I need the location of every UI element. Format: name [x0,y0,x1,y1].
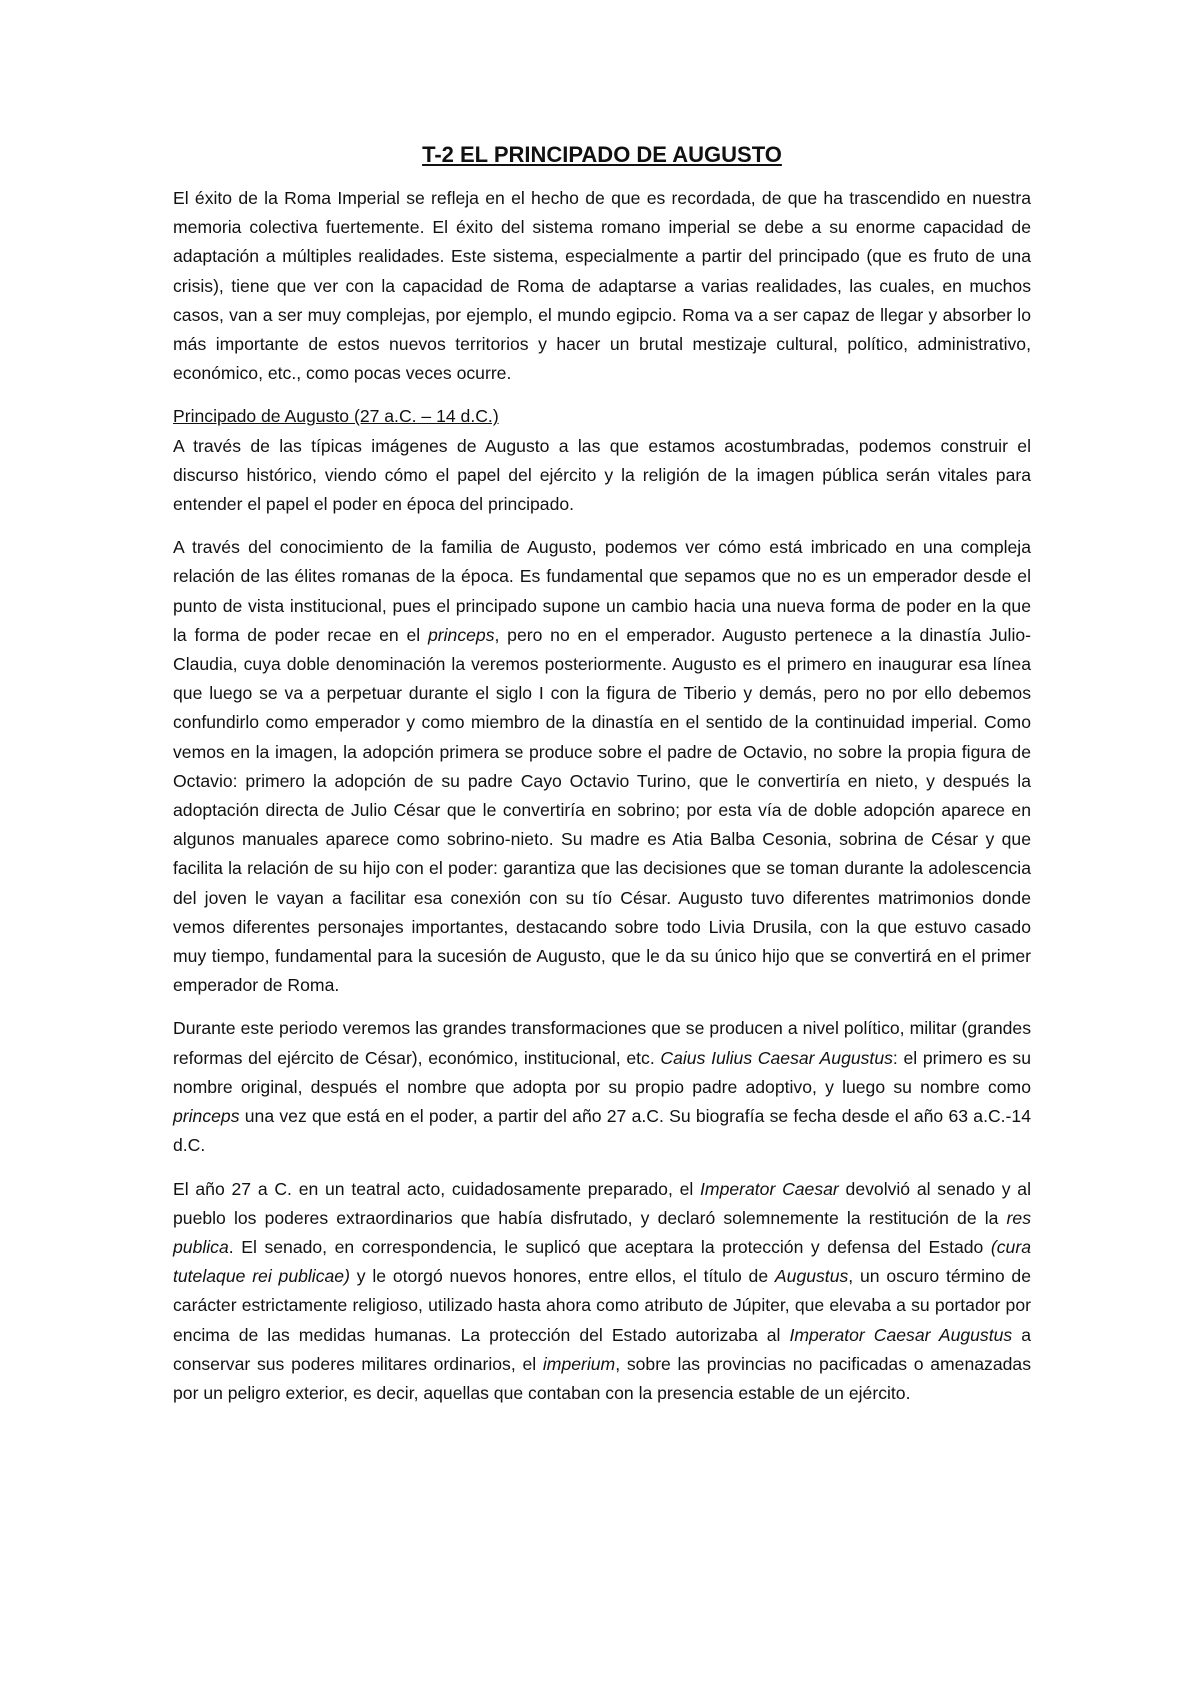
text-run: a conservar sus poderes militares ordinarios, el [173,1324,1031,1374]
paragraph-anio-27 [173,1175,1031,1409]
italic-text-run: Caius Iulius Caesar Augustus [660,1047,893,1068]
text-run: A través de las típicas imágenes de Augusto a las que estamos acostumbradas, podemos construir el discurso histórico, viendo cómo el papel del ejército y la religión de la imagen pública serán vitales para entender el papel el poder en época del principado. [173,435,1031,515]
text-run: , un oscuro término de carácter estrictamente religioso, utilizado hasta ahora como atributo de Júpiter, que elevaba a su portador por encima de las medidas humanas. La protección del Estado autorizaba al [173,1266,1031,1345]
italic-text-run: princeps [427,624,495,645]
section-heading: Principado de Augusto (27 a.C. – 14 d.C.) [173,406,499,427]
italic-text-run: (cura tutelaque rei publicae) [173,1236,1031,1287]
paragraph-familia [173,533,1031,1000]
text-run: , sobre las provincias no pacificadas o amenazadas por un peligro exterior, es decir, aquellas que contaban con la presencia estable de un ejército. [173,1353,1031,1403]
italic-text-run: Imperator Caesar Augustus [789,1324,1013,1345]
text-run: devolvió al senado y al pueblo los poderes extraordinarios que había disfrutado, y declaró solemnemente la restitución de la [173,1178,1031,1228]
italic-text-run: imperium [542,1353,616,1374]
document-title: T-2 EL PRINCIPADO DE AUGUSTO [422,142,782,167]
text-run: . El senado, en correspondencia, le suplicó que aceptara la protección y defensa del Estado [228,1236,991,1257]
text-run: : el primero es su nombre original, después el nombre que adopta por su propio padre adoptivo, y luego su nombre como [173,1047,1031,1097]
document-page [173,140,1031,1408]
text-run: y le otorgó nuevos honores, entre ellos, el título de [349,1266,775,1287]
paragraph-imagenes [173,432,1031,520]
intro-paragraph [173,184,1031,388]
text-run: A través del conocimiento de la familia de Augusto, podemos ver cómo está imbricado en una compleja relación de las élites romanas de la época. Es fundamental que sepamos que no es un emperador desde el punto de vista institucional, pues el principado supone un cambio hacia una nueva forma de poder en la que la forma de poder recae en el [173,537,1031,645]
italic-text-run: Augustus [774,1266,849,1287]
italic-text-run: princeps [173,1106,240,1127]
text-run: Durante este periodo veremos las grandes transformaciones que se producen a nivel político, militar (grandes reformas del ejército de César), económico, institucional, etc. [173,1018,1031,1068]
italic-text-run: Imperator Caesar [700,1178,839,1199]
paragraph-transformaciones [173,1014,1031,1160]
text-run: una vez que está en el poder, a partir del año 27 a.C. Su biografía se fecha desde el año 63 a.C.-14 d.C. [173,1106,1031,1156]
text-run: El éxito de la Roma Imperial se refleja en el hecho de que es recordada, de que ha trascendido en nuestra memoria colectiva fuertemente. El éxito del sistema romano imperial se debe a su enorme capacidad de adaptación a múltiples realidades. Este sistema, especialmente a partir del principado (que es fruto de una crisis), tiene que ver con la capacidad de Roma de adaptarse a varias realidades, las cuales, en muchos casos, van a ser muy complejas, por ejemplo, el mundo egipcio. Roma va a ser capaz de llegar y absorber lo más importante de estos nuevos territorios y hacer un brutal mestizaje cultural, político, administrativo, económico, etc., como pocas veces ocurre. [173,188,1031,384]
text-run: , pero no en el emperador. Augusto pertenece a la dinastía Julio-Claudia, cuya doble denominación la veremos posteriormente. Augusto es el primero en inaugurar esa línea que luego se va a perpetuar durante el siglo I con la figura de Tiberio y demás, pero no por ello debemos confundirlo como emperador y como miembro de la dinastía en el sentido de la continuidad imperial. Como vemos en la imagen, la adopción primera se produce sobre el padre de Octavio, no sobre la propia figura de Octavio: primero la adopción de su padre Cayo Octavio Turino, que le convertiría en nieto, y después la adoptación directa de Julio César que le convertiría en sobrino; por esta vía de doble adopción aparece en algunos manuales aparece como sobrino-nieto. Su madre es Atia Balba Cesonia, sobrina de César y que facilita la relación de su hijo con el poder: garantiza que las decisiones que se toman durante la adolescencia del joven le vayan a facilitar esa conexión con su tío César. Augusto tuvo diferentes matrimonios donde vemos diferentes personajes importantes, destacando sobre todo Livia Drusila, con la que estuvo casado muy tiempo, fundamental para la sucesión de Augusto, que le da su único hijo que se convertirá en el primer emperador de Roma. [173,624,1032,996]
text-run: El año 27 a C. en un teatral acto, cuidadosamente preparado, el [173,1178,701,1199]
italic-text-run: res publica [173,1207,1031,1257]
